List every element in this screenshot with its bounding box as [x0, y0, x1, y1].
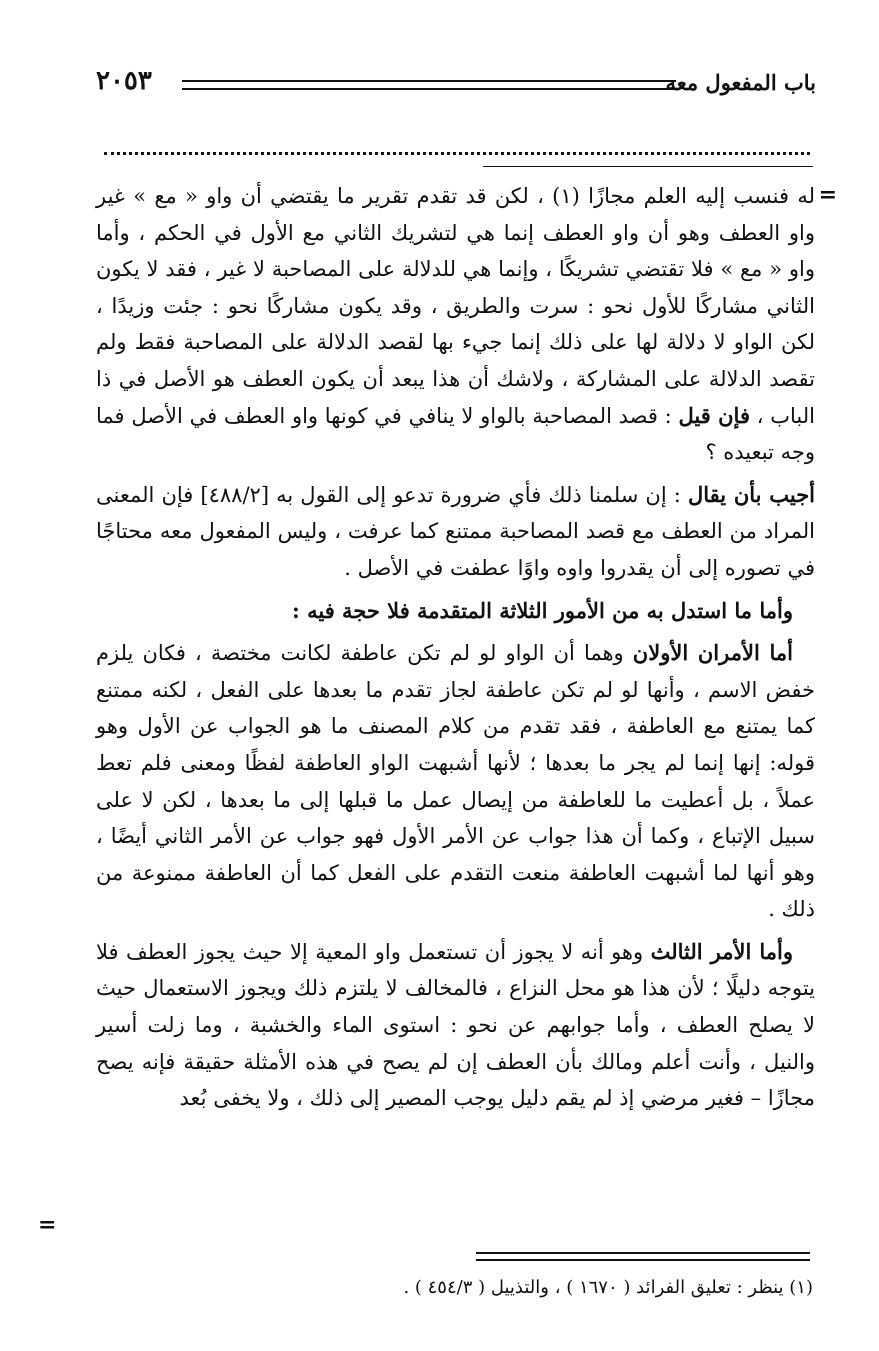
paragraph-4-rest: وهما أن الواو لو لم تكن عاطفة لكانت مختصة ، فكان يلزم خفض الاسم ، وأنها لو لم تكن عاطفة لجاز تقدم ما بعدها على الفعل ، لكنه ممتنع كما يمتنع مع العاطفة ، فقد تقدم من كلام المصنف ما هو الجواب عن الأول وهو قوله: إنها إنما لم يجر ما بعدها ؛ لأنها أشبهت الواو العاطفة لفظًا ومعنى فلم تعط عملاً ، بل أعطيت ما للعاطفة من إيصال عمل ما قبلها إلى ما بعدها ، لكن لا على سبيل الإتباع ، وكما أن هذا جواب عن الأمر الأول فهو جواب عن الأمر الثاني أيضًا ، وهو أنها لما أشبهت العاطفة منعت التقدم على الفعل كما أن العاطفة ممنوعة من ذلك .: [96, 641, 815, 922]
footnote: (١) ينظر : تعليق الفرائد ( ١٦٧٠ ) ، والتذييل ( ٤٥٤/٣ ) .: [403, 1277, 813, 1298]
page-number: ٢٠٥٣: [96, 66, 152, 96]
header-double-rule: [182, 80, 676, 90]
paragraph-1-rest: : قصد المصاحبة بالواو لا ينافي في كونها واو العطف في الأصل فما وجه تبعيده ؟: [96, 403, 815, 465]
paragraph-2-lead: أجيب بأن يقال: [687, 481, 816, 507]
paragraph-2: [96, 477, 815, 587]
paragraph-1-text: له فنسب إليه العلم مجازًا (١) ، لكن قد تقدم تقرير ما يقتضي أن واو « مع » غير واو العطف وهو أن واو العطف إنما هي لتشريك الثاني مع الأول في الحكم ، وأما واو « مع » فلا تقتضي تشريكًا ، وإنما هي للدلالة على المصاحبة لا غير ، فقد لا يكون الثاني مشاركًا للأول نحو : سرت والطريق ، وقد يكون مشاركًا نحو : جئت وزيدًا ، لكن الواو لا دلالة لها على ذلك إنما جيء بها لقصد الدلالة على المصاحبة فقط ولم تقصد الدلالة على المشاركة ، ولاشك أن هذا يبعد أن يكون العطف هو الأصل في ذا الباب ،: [96, 184, 816, 428]
paragraph-5: [96, 934, 815, 1117]
body-text: [96, 178, 815, 1123]
chapter-title: باب المفعول معه: [665, 70, 816, 95]
paragraph-3: وأما ما استدل به من الأمور الثلاثة المتقدمة فلا حجة فيه :: [292, 597, 793, 623]
paragraph-2-rest: : إن سلمنا ذلك فأي ضرورة تدعو إلى القول به [٤٨٨/٢] فإن المعنى المراد من العطف مع قصد المصاحبة ممتنع كما عرفت ، وليس المفعول معه محتاجًا في تصوره إلى أن يقدروا واوه واوًا عطفت في الأصل .: [96, 482, 815, 580]
paragraph-4-lead: أما الأمران الأولان: [632, 640, 793, 666]
paragraph-1-lead: فإن قيل: [678, 402, 750, 428]
dotted-separator: [104, 152, 810, 155]
continuation-mark-start: =: [818, 182, 837, 208]
paragraph-1: [96, 178, 815, 471]
continuation-mark-end: =: [38, 1212, 57, 1238]
paragraph-5-lead: وأما الأمر الثالث: [650, 938, 793, 964]
footnote-rule: [476, 1252, 810, 1261]
paragraph-4: [96, 635, 815, 928]
running-header: [96, 62, 816, 102]
short-rule: [483, 166, 813, 167]
paragraph-5-rest: وهو أنه لا يجوز أن تستعمل واو المعية إلا حيث يجوز العطف فلا يتوجه دليلًا ؛ لأن هذا هو محل النزاع ، فالمخالف لا يلتزم ذلك ويجوز الاستعمال حيث لا يصلح العطف ، وأما جوابهم عن نحو : استوى الماء والخشبة ، وما زلت أسير والنيل ، وأنت أعلم ومالك بأن العطف إن لم يصح في هذه الأمثلة حقيقة فإنه يصح مجازًا – فغير مرضي إذ لم يقم دليل يوجب المصير إلى ذلك ، ولا يخفى بُعد: [96, 939, 815, 1111]
